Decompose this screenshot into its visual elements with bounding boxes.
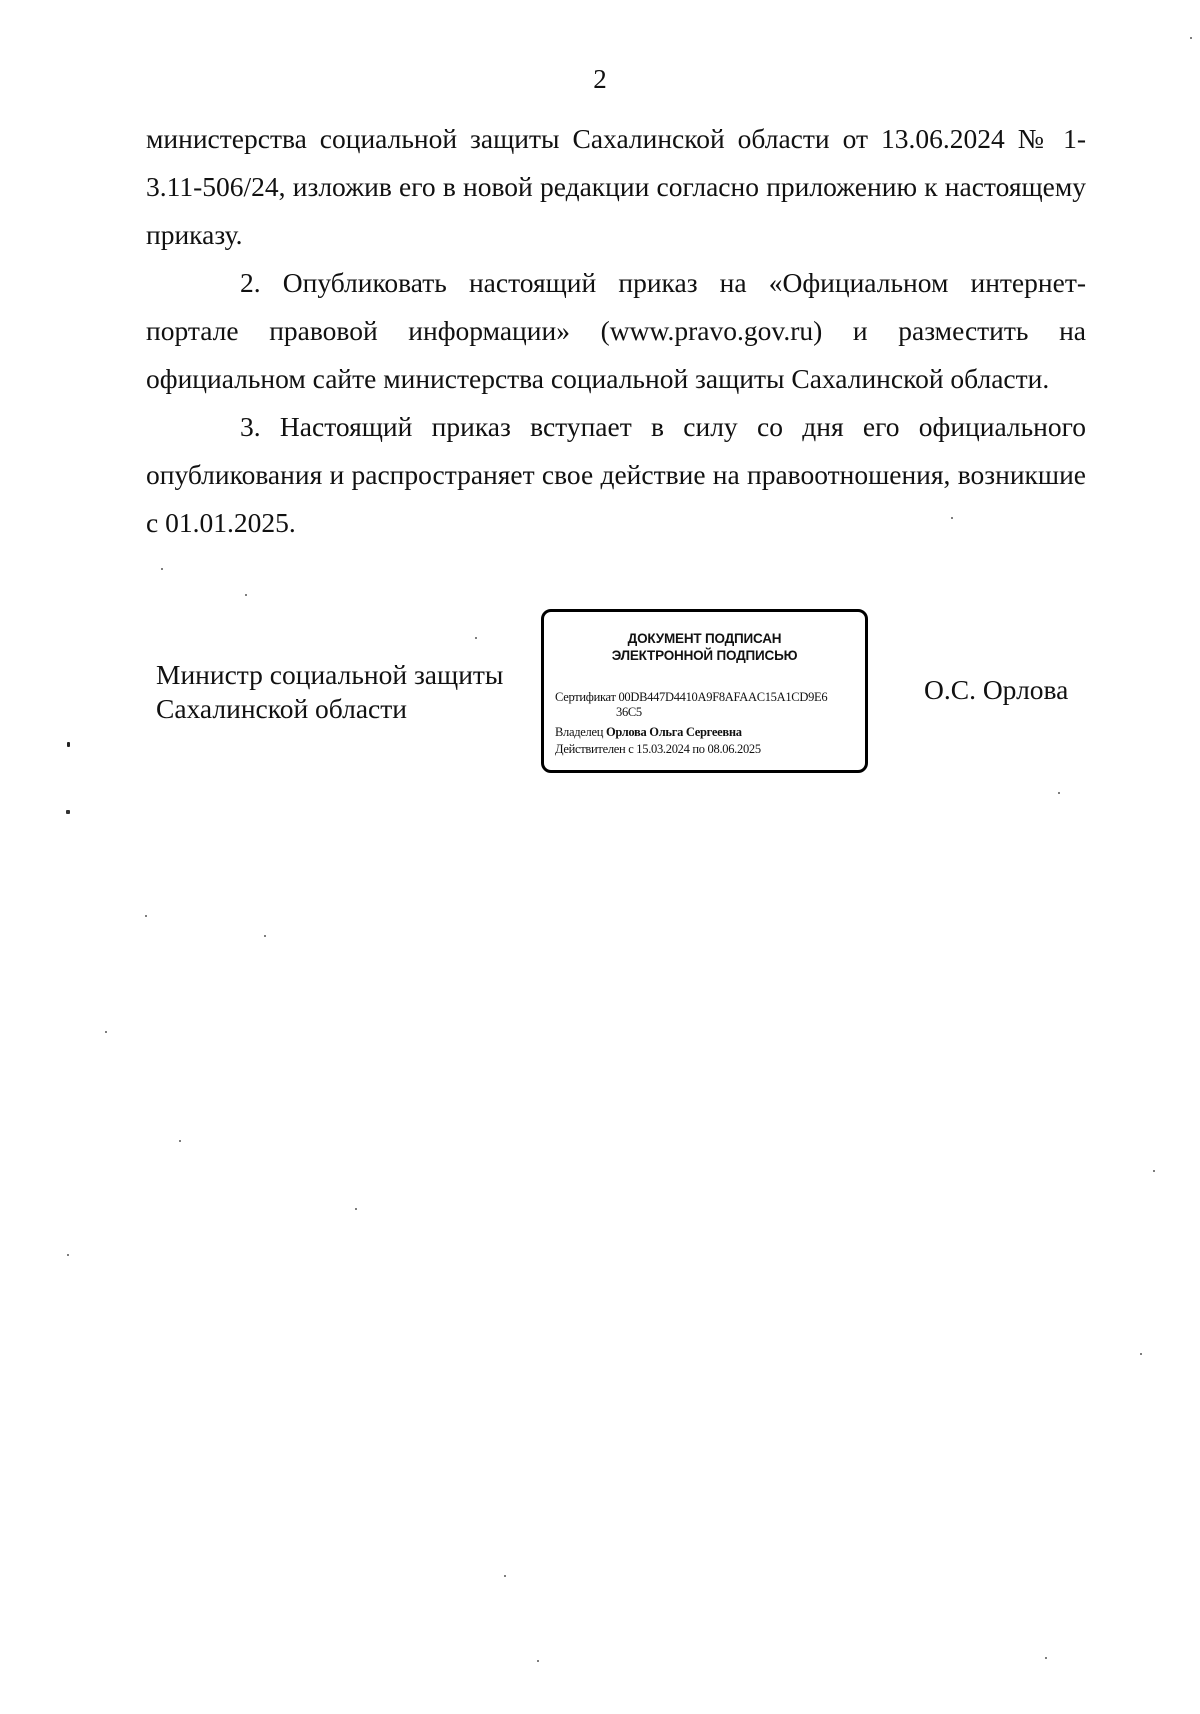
scan-speck [504,1575,506,1577]
scan-speck [264,935,266,937]
scan-speck [245,594,247,596]
scan-speck [67,742,70,747]
paragraph-item-2: 2. Опубликовать настоящий приказ на «Официальном интернет-портале правовой информации» (www.pravo.gov.ru) и разместить на официальном сайте министерства социальной защиты Сахалинской области. [146,267,1086,394]
scan-speck [66,810,70,814]
stamp-validity: Действителен с 15.03.2024 по 08.06.2025 [555,742,761,756]
page-number: 2 [593,64,607,94]
signatory-position [156,658,503,726]
stamp-certificate-value: 00DB447D4410A9F8AFAAC15A1CD9E6 [618,690,828,704]
scan-speck [145,915,147,917]
stamp-owner [555,725,742,740]
stamp-certificate [555,690,827,705]
scan-speck [355,1208,357,1210]
scan-speck [1140,1353,1142,1355]
scan-speck [67,1254,69,1256]
scan-speck [105,1031,107,1033]
scan-speck [1190,37,1192,39]
electronic-signature-stamp [541,609,868,773]
scan-speck [1058,792,1060,794]
signatory-position-line2: Сахалинской области [156,693,407,724]
stamp-title [544,630,865,664]
scan-speck [179,1140,181,1142]
scan-speck [161,568,163,570]
signatory-name: О.С. Орлова [924,674,1069,705]
scan-speck [951,517,953,519]
stamp-certificate-label: Сертификат [555,690,616,704]
scan-speck [1153,1170,1155,1172]
paragraph-item-3: 3. Настоящий приказ вступает в силу со дня его официального опубликования и распространяет свое действие на правоотношения, возникшие с 01.01.2025. [146,411,1086,538]
signatory-position-line1: Министр социальной защиты [156,659,504,690]
paragraph-continuation: министерства социальной защиты Сахалинской области от 13.06.2024 № 1-3.11-506/24, изложив его в новой редакции согласно приложению к настоящему приказу. [146,123,1086,250]
scan-speck [1045,1657,1047,1659]
stamp-certificate-value-cont: 36C5 [616,705,642,719]
scan-speck [475,637,477,639]
stamp-owner-label: Владелец [555,725,604,739]
stamp-title-line1: ДОКУМЕНТ ПОДПИСАН [627,631,782,646]
scan-speck [537,1660,539,1662]
order-body [146,115,1086,547]
stamp-owner-value: Орлова Ольга Сергеевна [605,725,742,739]
stamp-title-line2: ЭЛЕКТРОННОЙ ПОДПИСЬЮ [611,648,798,663]
